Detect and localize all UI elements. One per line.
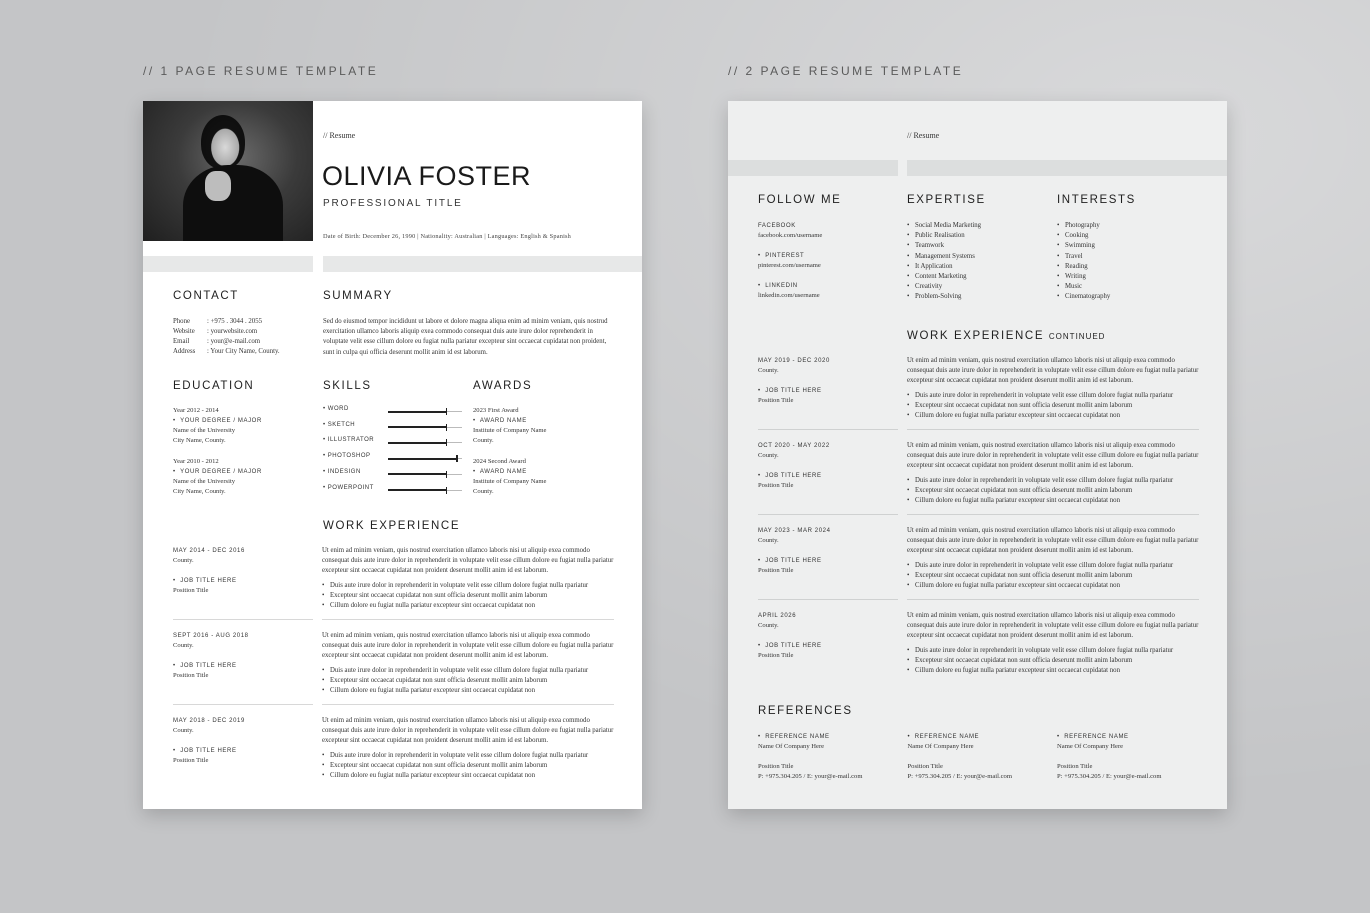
work-position: Position Title: [758, 397, 794, 404]
skill-level-marker: [446, 439, 448, 446]
interests-item: • Writing: [1057, 272, 1197, 282]
work-item-meta: [173, 631, 313, 681]
work-dates: MAY 2018 - DEC 2019: [173, 718, 245, 724]
work-job-title: • JOB TITLE HERE: [173, 748, 237, 754]
work-item-details: [907, 526, 1199, 591]
skill-level-track: [388, 474, 462, 475]
section-divider: [758, 514, 898, 515]
interests-heading: INTERESTS: [1057, 194, 1136, 206]
award-item: 2024 Second Award • AWARD NAME Institute of Company Name County.: [473, 458, 547, 495]
skill-name: • SKETCH: [323, 422, 355, 428]
work-county: County.: [758, 622, 779, 629]
skill-name: • PHOTOSHOP: [323, 453, 371, 459]
contact-row: Address : Your City Name, County.: [173, 348, 280, 355]
skill-level-fill: [388, 489, 446, 491]
skill-level-marker: [446, 424, 448, 431]
contact-list: [173, 317, 280, 357]
work-county: County.: [758, 537, 779, 544]
skill-level-marker: [456, 455, 458, 462]
work-description: Ut enim ad minim veniam, quis nostrud exercitation ullamco laboris nisi ut aliquip exea commodo consequat duis aute irure dolor in reprehenderit in voluptate velit esse cillum dolore eu fugiat nulla pariatur excepteur sint occaecat cupidatat non proident deserunt mollit anim id est laborum.: [322, 632, 614, 660]
work-item-details: [322, 546, 614, 611]
work-bullet: • Excepteur sint occaecat cupidatat non sunt officia deserunt mollit anim laborum: [907, 401, 1199, 411]
profile-photo: [143, 101, 313, 241]
work-item-details: [322, 716, 614, 781]
work-bullet: • Cillum dolore eu fugiat nulla pariatur excepteur sint occaecat cupidatat non: [322, 601, 614, 611]
work-description: Ut enim ad minim veniam, quis nostrud exercitation ullamco laboris nisi ut aliquip exea commodo consequat duis aute irure dolor in reprehenderit in voluptate velit esse cillum dolore eu fugiat nulla pariatur excepteur sint occaecat cupidatat non proident deserunt mollit anim id est laborum.: [907, 357, 1199, 385]
section-divider: [907, 599, 1199, 600]
skill-level-track: [388, 411, 462, 412]
section-divider: [758, 429, 898, 430]
reference-item: [758, 732, 898, 782]
work-item-meta: [758, 356, 898, 406]
work-item-meta: [758, 611, 898, 661]
skill-name: • INDESIGN: [323, 469, 361, 475]
resume-page-two: [728, 101, 1227, 809]
work-item-details: [322, 631, 614, 696]
work-position: Position Title: [758, 482, 794, 489]
social-links: [758, 221, 898, 301]
work-item-details: [907, 611, 1199, 676]
work-job-title: • JOB TITLE HERE: [758, 473, 822, 479]
work-county: County.: [173, 727, 194, 734]
expertise-list: [907, 221, 1047, 303]
skill-name: • POWERPOINT: [323, 485, 374, 491]
work-experience-heading: WORK EXPERIENCE: [323, 520, 461, 532]
skill-level-track: [388, 427, 462, 428]
divider-bar-right: [907, 160, 1227, 176]
expertise-heading: EXPERTISE: [907, 194, 986, 206]
work-item-details: [907, 356, 1199, 421]
contact-row: Phone : +975 . 3044 . 2055: [173, 318, 262, 325]
expertise-item: • Management Systems: [907, 252, 1047, 262]
reference-position: Position Title: [1057, 763, 1093, 770]
interests-item: • Photography: [1057, 221, 1197, 231]
interests-list: [1057, 221, 1197, 303]
expertise-item: • Problem-Solving: [907, 292, 1047, 302]
contact-row: Email : your@e-mail.com: [173, 338, 261, 345]
reference-company: Name Of Company Here: [758, 743, 825, 750]
work-job-title: • JOB TITLE HERE: [758, 558, 822, 564]
reference-contact: P: +975.304.205 / E: your@e-mail.com: [758, 773, 863, 780]
one-page-template-label: // 1 PAGE RESUME TEMPLATE: [143, 64, 379, 78]
section-divider: [173, 704, 313, 705]
work-bullet: • Excepteur sint occaecat cupidatat non sunt officia deserunt mollit anim laborum: [907, 486, 1199, 496]
interests-item: • Cooking: [1057, 231, 1197, 241]
work-item-meta: [758, 526, 898, 576]
expertise-item: • Creativity: [907, 282, 1047, 292]
section-divider: [907, 514, 1199, 515]
work-bullet: • Cillum dolore eu fugiat nulla pariatur excepteur sint occaecat cupidatat non: [322, 771, 614, 781]
skills-heading: SKILLS: [323, 380, 372, 392]
follow-me-heading: FOLLOW ME: [758, 194, 842, 206]
work-job-title: • JOB TITLE HERE: [173, 578, 237, 584]
professional-title: PROFESSIONAL TITLE: [323, 198, 463, 209]
skill-level-track: [388, 490, 462, 491]
reference-item: [1057, 732, 1197, 782]
work-bullet: • Excepteur sint occaecat cupidatat non sunt officia deserunt mollit anim laborum: [322, 591, 614, 601]
contact-heading: CONTACT: [173, 290, 239, 302]
two-page-template-label: // 2 PAGE RESUME TEMPLATE: [728, 64, 964, 78]
skill-row: [323, 453, 473, 463]
reference-name: • REFERENCE NAME: [907, 734, 980, 740]
work-bullet: • Cillum dolore eu fugiat nulla pariatur excepteur sint occaecat cupidatat non: [907, 581, 1199, 591]
work-bullet: • Cillum dolore eu fugiat nulla pariatur excepteur sint occaecat cupidatat non: [907, 411, 1199, 421]
work-bullets: [907, 561, 1199, 592]
reference-name: • REFERENCE NAME: [1057, 734, 1129, 740]
skill-level-fill: [388, 473, 446, 475]
work-position: Position Title: [173, 672, 209, 679]
skill-level-fill: [388, 458, 456, 460]
work-county: County.: [173, 557, 194, 564]
work-bullet: • Excepteur sint occaecat cupidatat non sunt officia deserunt mollit anim laborum: [907, 656, 1199, 666]
work-bullet: • Excepteur sint occaecat cupidatat non sunt officia deserunt mollit anim laborum: [322, 761, 614, 771]
work-bullet: • Duis aute irure dolor in reprehenderit in voluptate velit esse cillum dolore fugiat nulla rpariatur: [322, 581, 614, 591]
skill-level-marker: [446, 408, 448, 415]
work-item-meta: [758, 441, 898, 491]
skill-row: [323, 422, 473, 432]
work-position: Position Title: [758, 567, 794, 574]
work-bullets: [907, 391, 1199, 422]
reference-company: Name Of Company Here: [1057, 743, 1124, 750]
candidate-name: OLIVIA FOSTER: [322, 161, 532, 191]
work-bullet: • Excepteur sint occaecat cupidatat non sunt officia deserunt mollit anim laborum: [907, 571, 1199, 581]
work-dates: MAY 2014 - DEC 2016: [173, 548, 245, 554]
skill-name: • WORD: [323, 406, 349, 412]
reference-name: • REFERENCE NAME: [758, 734, 830, 740]
work-position: Position Title: [173, 587, 209, 594]
work-job-title: • JOB TITLE HERE: [173, 663, 237, 669]
work-bullet: • Duis aute irure dolor in reprehenderit in voluptate velit esse cillum dolore fugiat nulla rpariatur: [907, 476, 1199, 486]
skill-row: [323, 437, 473, 447]
work-bullet: • Cillum dolore eu fugiat nulla pariatur excepteur sint occaecat cupidatat non: [907, 496, 1199, 506]
work-bullet: • Duis aute irure dolor in reprehenderit in voluptate velit esse cillum dolore fugiat nulla rpariatur: [907, 646, 1199, 656]
work-bullet: • Duis aute irure dolor in reprehenderit in voluptate velit esse cillum dolore fugiat nulla rpariatur: [322, 751, 614, 761]
social-network-label: • PINTEREST: [758, 253, 805, 259]
work-experience-continued-heading: WORK EXPERIENCE CONTINUED: [907, 330, 1106, 342]
work-bullet: • Duis aute irure dolor in reprehenderit in voluptate velit esse cillum dolore fugiat nulla rpariatur: [322, 666, 614, 676]
reference-item: [908, 732, 1048, 782]
summary-text: Sed do eiusmod tempor incididunt ut labore et dolore magna aliqua enim ad minim veniam, quis nostrud exercitation ullamco laboris aliquip exea commodo consequat duis aute irure dolor reprehenderit in voluptate velit esse cillum dolore eu fugiat nulla pariatur excepteur sint occaecat cupidatat non proident, sunt in culpa qui officia deserunt mollit anim id est laborum.: [323, 318, 608, 356]
section-divider: [758, 599, 898, 600]
section-divider: [173, 619, 313, 620]
award-item: 2023 First Award • AWARD NAME Institute of Company Name County.: [473, 407, 547, 444]
work-bullets: [907, 476, 1199, 507]
divider-bar-right: [323, 256, 642, 272]
work-description: Ut enim ad minim veniam, quis nostrud exercitation ullamco laboris nisi ut aliquip exea commodo consequat duis aute irure dolor in reprehenderit in voluptate velit esse cillum dolore eu fugiat nulla pariatur excepteur sint occaecat cupidatat non proident deserunt mollit anim id est laborum.: [322, 717, 614, 745]
expertise-item: • Public Realisation: [907, 231, 1047, 241]
social-network-label: FACEBOOK: [758, 223, 796, 229]
interests-item: • Cinematography: [1057, 292, 1197, 302]
section-divider: [322, 704, 614, 705]
skill-level-marker: [446, 487, 448, 494]
work-bullet: • Cillum dolore eu fugiat nulla pariatur excepteur sint occaecat cupidatat non: [322, 686, 614, 696]
interests-item: • Reading: [1057, 262, 1197, 272]
work-bullets: [907, 646, 1199, 677]
resume-page-one: [143, 101, 642, 809]
resume-tag: // Resume: [907, 131, 940, 140]
social-network-label: • LINKEDIN: [758, 283, 798, 289]
expertise-item: • It Application: [907, 262, 1047, 272]
photo-hand-shape: [205, 171, 231, 201]
expertise-item: • Social Media Marketing: [907, 221, 1047, 231]
education-item: Year 2012 - 2014 • YOUR DEGREE / MAJOR Name of the University City Name, County.: [173, 407, 262, 444]
reference-position: Position Title: [907, 763, 943, 770]
work-description: Ut enim ad minim veniam, quis nostrud exercitation ullamco laboris nisi ut aliquip exea commodo consequat duis aute irure dolor in reprehenderit in voluptate velit esse cillum dolore eu fugiat nulla pariatur excepteur sint occaecat cupidatat non proident deserunt mollit anim id est laborum.: [907, 442, 1199, 470]
work-dates: MAY 2023 - MAR 2024: [758, 528, 831, 534]
work-dates: SEPT 2016 - AUG 2018: [173, 633, 249, 639]
skill-row: [323, 406, 473, 416]
social-link[interactable]: pinterest.com/username: [758, 262, 821, 269]
references-heading: REFERENCES: [758, 705, 853, 717]
work-job-title: • JOB TITLE HERE: [758, 388, 822, 394]
reference-contact: P: +975.304.205 / E: your@e-mail.com: [907, 773, 1012, 780]
expertise-item: • Teamwork: [907, 241, 1047, 251]
expertise-item: • Content Marketing: [907, 272, 1047, 282]
section-divider: [322, 619, 614, 620]
skill-level-marker: [446, 471, 448, 478]
summary-heading: SUMMARY: [323, 290, 393, 302]
divider-bar-left: [728, 160, 898, 176]
work-description: Ut enim ad minim veniam, quis nostrud exercitation ullamco laboris nisi ut aliquip exea commodo consequat duis aute irure dolor in reprehenderit in voluptate velit esse cillum dolore eu fugiat nulla pariatur excepteur sint occaecat cupidatat non proident deserunt mollit anim id est laborum.: [322, 547, 614, 575]
work-description: Ut enim ad minim veniam, quis nostrud exercitation ullamco laboris nisi ut aliquip exea commodo consequat duis aute irure dolor in reprehenderit in voluptate velit esse cillum dolore eu fugiat nulla pariatur excepteur sint occaecat cupidatat non proident deserunt mollit anim id est laborum.: [907, 612, 1199, 640]
work-dates: MAY 2019 - DEC 2020: [758, 358, 830, 364]
skill-row: [323, 485, 473, 495]
photo-head-shape: [201, 115, 245, 169]
social-link[interactable]: linkedin.com/username: [758, 292, 820, 299]
photo-body-shape: [183, 165, 283, 241]
work-bullets: [322, 666, 614, 697]
skill-name: • ILLUSTRATOR: [323, 437, 374, 443]
work-bullet: • Excepteur sint occaecat cupidatat non sunt officia deserunt mollit anim laborum: [322, 676, 614, 686]
reference-contact: P: +975.304.205 / E: your@e-mail.com: [1057, 773, 1162, 780]
skill-level-fill: [388, 411, 446, 413]
divider-bar-left: [143, 256, 313, 272]
work-bullet: • Duis aute irure dolor in reprehenderit in voluptate velit esse cillum dolore fugiat nulla rpariatur: [907, 391, 1199, 401]
work-item-details: [907, 441, 1199, 506]
awards-heading: AWARDS: [473, 380, 533, 392]
interests-item: • Travel: [1057, 252, 1197, 262]
section-divider: [907, 429, 1199, 430]
work-county: County.: [758, 452, 779, 459]
work-description: Ut enim ad minim veniam, quis nostrud exercitation ullamco laboris nisi ut aliquip exea commodo consequat duis aute irure dolor in reprehenderit in voluptate velit esse cillum dolore eu fugiat nulla pariatur excepteur sint occaecat cupidatat non proident deserunt mollit anim id est laborum.: [907, 527, 1199, 555]
personal-info-line: Date of Birth: December 26, 1990 | Nationality: Australian | Languages: English & Spanish: [323, 233, 572, 240]
contact-row: Website : yourwebsite.com: [173, 328, 258, 335]
education-heading: EDUCATION: [173, 380, 255, 392]
skill-row: [323, 469, 473, 479]
interests-item: • Swimming: [1057, 241, 1197, 251]
work-position: Position Title: [173, 757, 209, 764]
skill-level-fill: [388, 442, 446, 444]
education-item: Year 2010 - 2012 • YOUR DEGREE / MAJOR Name of the University City Name, County.: [173, 458, 262, 495]
reference-position: Position Title: [758, 763, 794, 770]
social-link[interactable]: facebook.com/username: [758, 232, 823, 239]
reference-company: Name Of Company Here: [907, 743, 974, 750]
work-dates: APRIL 2026: [758, 613, 797, 619]
resume-tag: // Resume: [323, 131, 356, 140]
work-county: County.: [758, 367, 779, 374]
interests-item: • Music: [1057, 282, 1197, 292]
work-job-title: • JOB TITLE HERE: [758, 643, 822, 649]
work-county: County.: [173, 642, 194, 649]
work-item-meta: [173, 716, 313, 766]
work-item-meta: [173, 546, 313, 596]
work-bullet: • Duis aute irure dolor in reprehenderit in voluptate velit esse cillum dolore fugiat nulla rpariatur: [907, 561, 1199, 571]
work-bullets: [322, 581, 614, 612]
work-dates: OCT 2020 - MAY 2022: [758, 443, 830, 449]
skill-level-track: [388, 442, 462, 443]
work-bullet: • Cillum dolore eu fugiat nulla pariatur excepteur sint occaecat cupidatat non: [907, 666, 1199, 676]
work-position: Position Title: [758, 652, 794, 659]
skill-level-track: [388, 458, 462, 459]
skill-level-fill: [388, 426, 446, 428]
work-bullets: [322, 751, 614, 782]
